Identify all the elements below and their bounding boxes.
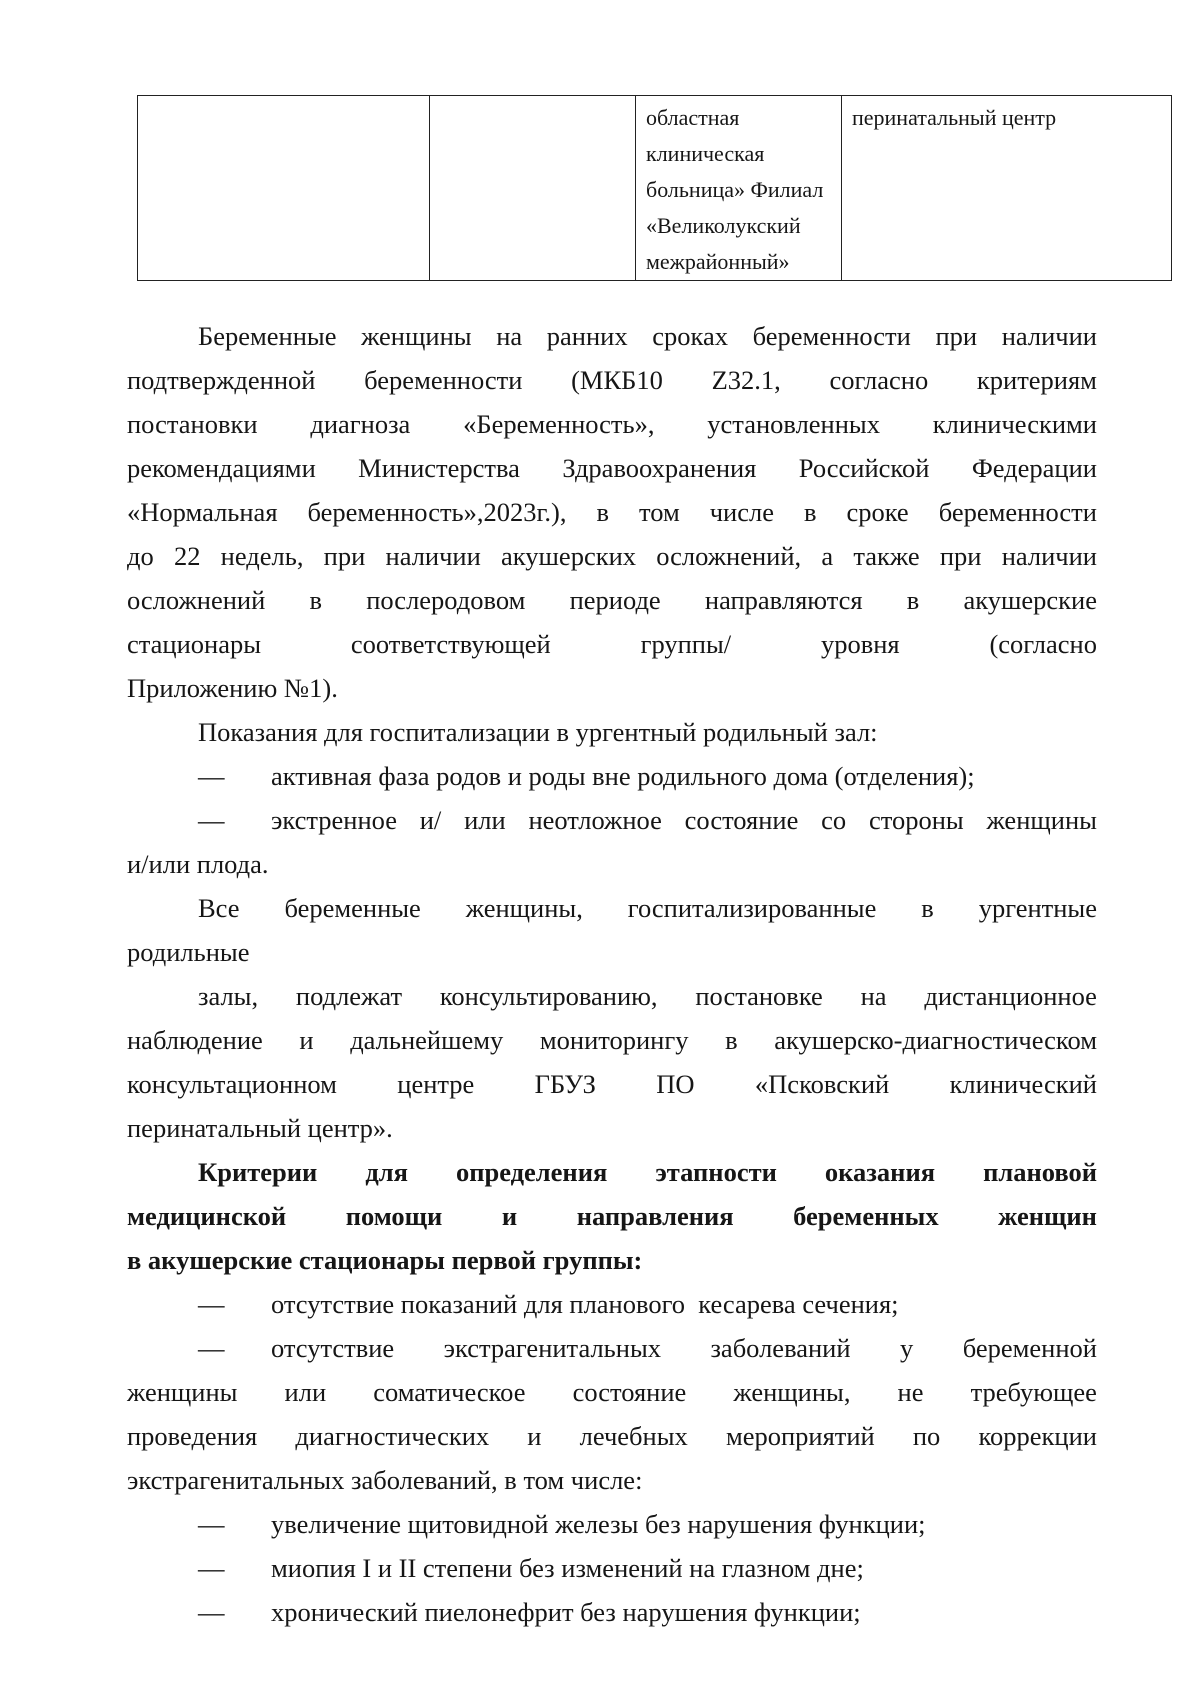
word: неотложное — [528, 805, 662, 835]
list-item-text — [271, 798, 1097, 842]
word: экстрагенитальных — [443, 1333, 661, 1363]
word: также — [853, 541, 920, 571]
word: наличии — [385, 541, 481, 571]
table-cell-text: межрайонный» — [646, 249, 790, 274]
list-item-text: отсутствие показаний для планового кесарева сечения; — [271, 1289, 899, 1319]
table-cell-1 — [138, 96, 430, 281]
word: мероприятий — [725, 1421, 875, 1451]
word: числе — [709, 497, 774, 527]
list-item — [127, 754, 1097, 798]
list-item-continuation — [127, 1370, 1097, 1414]
list-item — [127, 798, 1097, 842]
word: «Псковский — [754, 1069, 890, 1099]
paragraph-line — [127, 622, 1097, 666]
table-cell-text: больница» Филиал — [646, 177, 824, 202]
word: заболеваний — [710, 1333, 851, 1363]
word: направляются — [704, 585, 863, 615]
word: плановой — [983, 1157, 1097, 1187]
word: проведения — [127, 1421, 258, 1451]
word: а — [821, 541, 834, 571]
word: беременность»,2023г.), — [307, 497, 567, 527]
word: соматическое — [373, 1377, 526, 1407]
word: акушерско-диагностическом — [774, 1025, 1097, 1055]
word: клинический — [949, 1069, 1097, 1099]
word: осложнений, — [656, 541, 802, 571]
table-cell-text: клиническая — [646, 141, 765, 166]
word: «Беременность», — [463, 409, 655, 439]
word: госпитализированные — [627, 893, 877, 923]
word: беременной — [962, 1333, 1097, 1363]
word: наличии — [1001, 541, 1097, 571]
paragraph-line — [127, 402, 1097, 446]
word: женщины, — [465, 893, 583, 923]
word: ранних — [546, 321, 628, 351]
paragraph-line — [127, 534, 1097, 578]
list-item-continuation: и/или плода. — [127, 849, 269, 879]
word: диагноза — [310, 409, 411, 439]
word: отсутствие — [271, 1333, 395, 1363]
word: ГБУЗ — [534, 1069, 596, 1099]
word: «Нормальная — [127, 497, 278, 527]
word: женщины, — [733, 1377, 851, 1407]
word: ургентные — [978, 893, 1097, 923]
table-cell-3 — [636, 96, 842, 281]
word: у — [900, 1333, 914, 1363]
dash-bullet: — — [198, 1597, 225, 1627]
body-text — [127, 314, 1097, 1634]
word: состояние — [684, 805, 799, 835]
word: беременности — [752, 321, 911, 351]
word: беременности — [938, 497, 1097, 527]
word: Критерии — [198, 1157, 318, 1187]
word: при — [323, 541, 366, 571]
dash-bullet: — — [198, 1333, 225, 1363]
word: ПО — [656, 1069, 695, 1099]
list-item — [127, 1546, 1097, 1590]
word: женщины — [361, 321, 472, 351]
table-cell-text: перинатальный центр — [852, 105, 1057, 130]
word: беременные — [284, 893, 421, 923]
word: дальнейшему — [350, 1025, 504, 1055]
table-cell-4 — [842, 96, 1172, 281]
word: недель, — [220, 541, 304, 571]
word: диагностических — [295, 1421, 490, 1451]
list-item — [127, 1326, 1097, 1370]
paragraph-line: родильные — [127, 937, 250, 967]
word: критериям — [976, 365, 1097, 395]
word: наличии — [1001, 321, 1097, 351]
word: Беременные — [198, 321, 337, 351]
word: или — [464, 805, 506, 835]
word: осложнений — [127, 585, 266, 615]
list-item — [127, 1282, 1097, 1326]
word: послеродовом — [366, 585, 526, 615]
word: наблюдение — [127, 1025, 263, 1055]
word: согласно — [829, 365, 929, 395]
word: 22 — [173, 541, 201, 571]
word: со — [821, 805, 847, 835]
criteria-heading-line — [127, 1194, 1097, 1238]
list-item-text: миопия I и II степени без изменений на глазном дне; — [271, 1553, 864, 1583]
word: при — [939, 541, 982, 571]
table-cell-2 — [430, 96, 636, 281]
paragraph-line — [127, 1018, 1097, 1062]
word: сроке — [846, 497, 909, 527]
paragraph-line — [127, 886, 1097, 930]
word: установленных — [707, 409, 880, 439]
word: периоде — [569, 585, 661, 615]
list-item-text — [271, 1326, 1097, 1370]
word: помощи — [345, 1201, 443, 1231]
list-item-continuation: экстрагенитальных заболеваний, в том числе: — [127, 1465, 643, 1495]
word: не — [897, 1377, 924, 1407]
dash-bullet: — — [198, 1553, 225, 1583]
word: Здравоохранения — [562, 453, 757, 483]
list-item — [127, 1590, 1097, 1634]
dash-bullet: — — [198, 761, 225, 791]
word: том — [638, 497, 680, 527]
word: консультационном — [127, 1069, 337, 1099]
word: Все — [198, 893, 240, 923]
dash-bullet: — — [198, 1509, 225, 1539]
word: на — [860, 981, 887, 1011]
word: акушерские — [963, 585, 1097, 615]
word: постановке — [695, 981, 823, 1011]
word: этапности — [655, 1157, 777, 1187]
word: центре — [397, 1069, 475, 1099]
word: в — [725, 1025, 738, 1055]
dash-bullet: — — [198, 805, 225, 835]
word: группы/ — [640, 629, 732, 659]
word: при — [935, 321, 978, 351]
table-row — [138, 96, 1172, 281]
word: Министерства — [358, 453, 520, 483]
word: и/ — [419, 805, 442, 835]
word: залы, — [198, 981, 259, 1011]
word: (согласно — [989, 629, 1097, 659]
word: экстренное — [271, 805, 397, 835]
word: уровня — [820, 629, 900, 659]
list-item-text: хронический пиелонефрит без нарушения функции; — [271, 1597, 861, 1627]
word: клиническими — [932, 409, 1097, 439]
table-cell-text: «Великолукский — [646, 213, 801, 238]
criteria-heading-line: в акушерские стационары первой группы: — [127, 1245, 643, 1275]
table-cell-text: областная — [646, 105, 740, 130]
word: оказания — [824, 1157, 936, 1187]
word: Российской — [798, 453, 930, 483]
dash-bullet: — — [198, 1289, 225, 1319]
word: коррекции — [978, 1421, 1097, 1451]
word: медицинской — [127, 1201, 287, 1231]
word: на — [496, 321, 523, 351]
word: или — [284, 1377, 327, 1407]
word: в — [596, 497, 609, 527]
word: беременных — [793, 1201, 939, 1231]
list-item-continuation — [127, 1414, 1097, 1458]
word: и — [501, 1201, 518, 1231]
word: акушерских — [501, 541, 637, 571]
word: и — [299, 1025, 314, 1055]
word: Z32.1, — [711, 365, 781, 395]
list-item-text: увеличение щитовидной железы без нарушения функции; — [271, 1509, 926, 1539]
criteria-heading-line — [127, 1150, 1097, 1194]
word: в — [309, 585, 323, 615]
word: в — [803, 497, 817, 527]
list-item-text: активная фаза родов и роды вне родильного дома (отделения); — [271, 761, 975, 791]
paragraph-line — [127, 974, 1097, 1018]
word: направления — [576, 1201, 734, 1231]
word: консультированию, — [439, 981, 658, 1011]
paragraph-line — [127, 358, 1097, 402]
paragraph-line — [127, 446, 1097, 490]
word: требующее — [970, 1377, 1097, 1407]
word: соответствующей — [350, 629, 551, 659]
continuation-table — [137, 95, 1172, 281]
paragraph-line — [127, 1062, 1097, 1106]
word: определения — [455, 1157, 608, 1187]
paragraph-line — [127, 490, 1097, 534]
word: мониторингу — [539, 1025, 689, 1055]
word: женщин — [998, 1201, 1097, 1231]
word: лечебных — [579, 1421, 688, 1451]
paragraph-line: перинатальный центр». — [127, 1113, 393, 1143]
paragraph-line — [127, 578, 1097, 622]
word: в — [921, 893, 934, 923]
word: стационары — [127, 629, 262, 659]
word: дистанционное — [924, 981, 1097, 1011]
word: и — [527, 1421, 542, 1451]
indications-heading: Показания для госпитализации в ургентный родильный зал: — [198, 717, 878, 747]
word: до — [127, 541, 154, 571]
word: беременности — [364, 365, 523, 395]
word: женщины — [127, 1377, 238, 1407]
word: Федерации — [971, 453, 1097, 483]
list-item — [127, 1502, 1097, 1546]
word: для — [365, 1157, 408, 1187]
word: по — [912, 1421, 941, 1451]
word: стороны — [868, 805, 964, 835]
paragraph-line — [127, 314, 1097, 358]
paragraph-line: Приложению №1). — [127, 673, 338, 703]
word: рекомендациями — [127, 453, 316, 483]
word: сроках — [652, 321, 728, 351]
word: подлежат — [295, 981, 403, 1011]
word: подтвержденной — [127, 365, 316, 395]
word: (МКБ10 — [571, 365, 663, 395]
word: в — [906, 585, 920, 615]
word: постановки — [127, 409, 258, 439]
word: состояние — [572, 1377, 687, 1407]
word: женщины — [986, 805, 1097, 835]
